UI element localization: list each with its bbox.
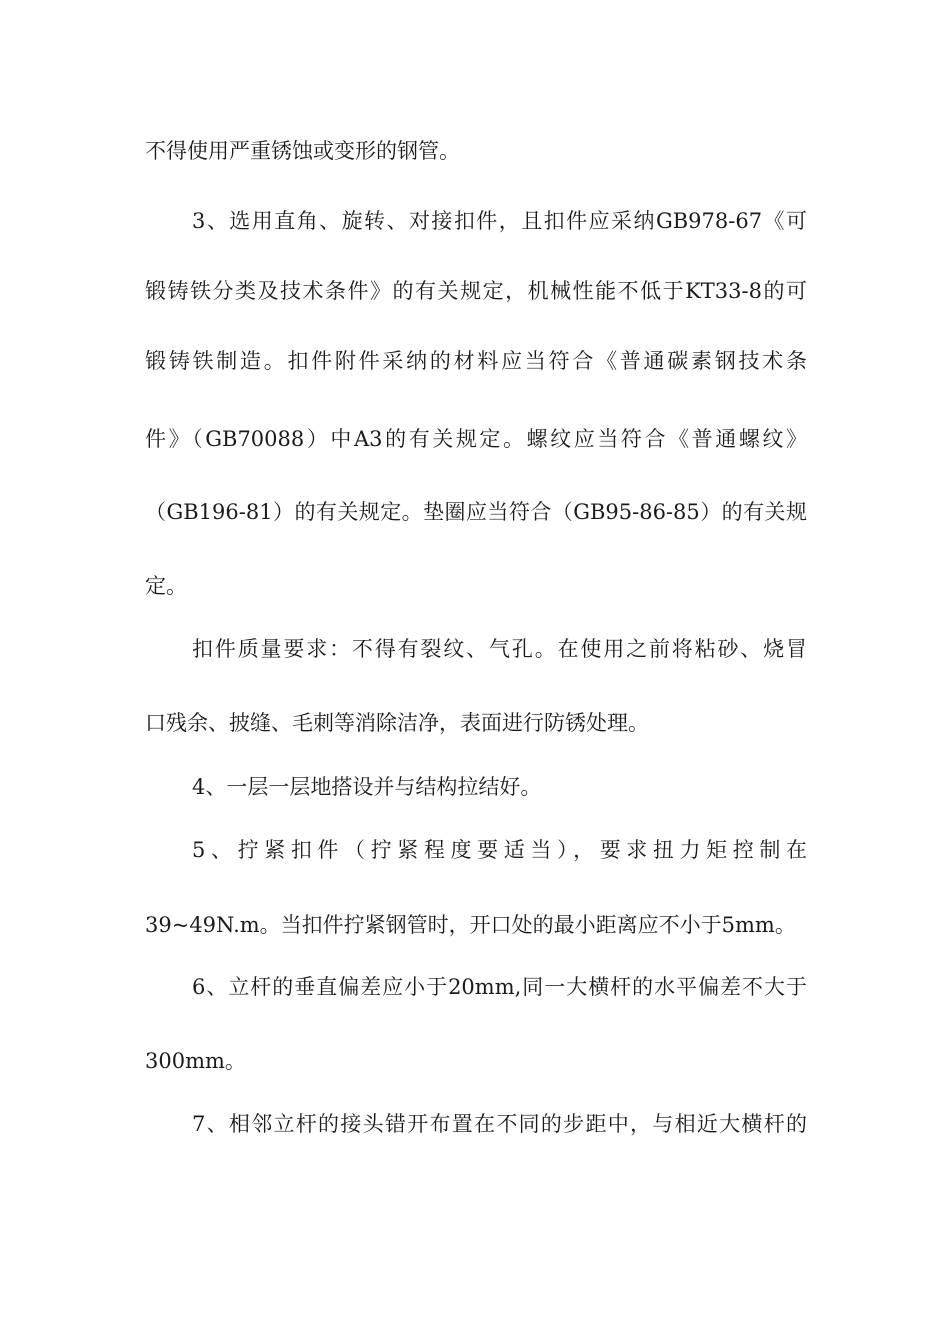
text-line: 锻铸铁制造。扣件附件采纳的材料应当符合《普通碳素钢技术条 [145, 349, 807, 373]
text-line: 300mm。 [145, 1049, 246, 1073]
text-line: 6、立杆的垂直偏差应小于20mm,同一大横杆的水平偏差不大于 [192, 975, 807, 999]
text-line: 件》（GB70088）中A3的有关规定。螺纹应当符合《普通螺纹》 [145, 427, 807, 451]
text-line: 口残余、披缝、毛刺等消除洁净，表面进行防锈处理。 [145, 711, 649, 735]
text-line: 锻铸铁分类及技术条件》的有关规定，机械性能不低于KT33-8的可 [145, 279, 807, 303]
text-line: 不得使用严重锈蚀或变形的钢管。 [145, 139, 460, 163]
text-line: 扣件质量要求：不得有裂纹、气孔。在使用之前将粘砂、烧冒 [192, 637, 807, 661]
text-line: 39~49N.m。当扣件拧紧钢管时，开口处的最小距离应不小于5mm。 [145, 913, 796, 937]
text-line: 7、相邻立杆的接头错开布置在不同的步距中，与相近大横杆的 [192, 1112, 807, 1136]
text-line: 5、拧紧扣件（拧紧程度要适当），要求扭力矩控制在 [192, 838, 807, 862]
text-line: 定。 [145, 574, 187, 598]
text-line: 3、选用直角、旋转、对接扣件，且扣件应采纳GB978-67《可 [192, 209, 807, 233]
text-line: （GB196-81）的有关规定。垫圈应当符合（GB95-86-85）的有关规 [145, 500, 807, 524]
text-line: 4、一层一层地搭设并与结构拉结好。 [192, 775, 542, 799]
